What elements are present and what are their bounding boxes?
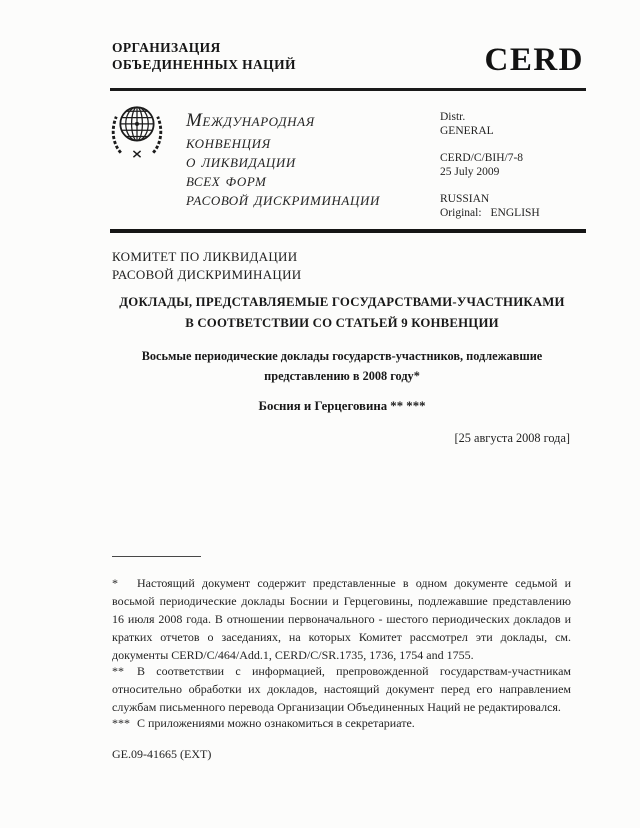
symbol-group bbox=[440, 152, 540, 179]
original-label: Original: bbox=[440, 206, 482, 219]
distribution-block bbox=[440, 111, 540, 234]
org-name-line2: ОБЪЕДИНЕННЫХ НАЦИЙ bbox=[112, 57, 296, 72]
footnote-1-text: Настоящий документ содержит представленные в одном документе седьмой и восьмой периодические доклады Боснии и Герцеговины, подлежавшие представлению 16 июля 2008 года. В отношении первоначального - шестого периодических докладов и кратких отчетов о заседаниях, на которых Комитет рассмотрел эти доклады, см. документы CERD/C/464/Add.1, CERD/C/SR.1735, 1736, 1754 and 1755. bbox=[112, 576, 571, 662]
document-subtitle-line2: представлению в 2008 году* bbox=[264, 369, 420, 383]
convention-title-line: расовой дискриминации bbox=[186, 189, 380, 210]
header-rule bbox=[110, 88, 586, 91]
document-subtitle-line1: Восьмые периодические доклады государств-участников, подлежавшие bbox=[141, 349, 543, 363]
footnote-3-text: С приложениями можно ознакомиться в секретариате. bbox=[137, 716, 415, 730]
submission-date: [25 августа 2008 года] bbox=[454, 431, 570, 445]
convention-title-line: о ликвидации bbox=[186, 151, 296, 172]
convention-title bbox=[186, 111, 380, 209]
document-symbol: CERD/C/BIH/7-8 bbox=[440, 152, 524, 164]
language-group bbox=[440, 193, 540, 220]
document-date: 25 July 2009 bbox=[440, 165, 500, 178]
footnote-3-marker: *** bbox=[112, 716, 130, 730]
footnote-2-text: В соответствии с информацией, препровожденной государствам-участникам относительно обработки их докладов, настоящий документ перед его направлением службам письменного перевода Организации Объединенных Наций не редактировался. bbox=[112, 664, 571, 714]
original-language-line bbox=[440, 207, 540, 221]
distr-label: Distr. bbox=[440, 111, 466, 123]
committee-name bbox=[112, 248, 301, 283]
masthead-rule bbox=[110, 229, 586, 233]
document-series-symbol: CERD bbox=[484, 42, 584, 78]
original-value: ENGLISH bbox=[490, 206, 540, 219]
footer-reference: GE.09-41665 (EXT) bbox=[112, 747, 212, 761]
footnote-2-marker: ** bbox=[112, 664, 124, 678]
country-heading: Босния и Герцеговина ** *** bbox=[258, 399, 426, 413]
document-title-line2: В СООТВЕТСТВИИ СО СТАТЬЕЙ 9 КОНВЕНЦИИ bbox=[185, 316, 499, 330]
document-subtitle bbox=[112, 346, 572, 386]
distr-value: GENERAL bbox=[440, 124, 494, 137]
convention-title-line: всех форм bbox=[186, 170, 267, 191]
footnote-separator bbox=[112, 556, 201, 557]
committee-name-line2: РАСОВОЙ ДИСКРИМИНАЦИИ bbox=[112, 266, 302, 282]
footnote-3 bbox=[112, 714, 571, 732]
org-name-line1: ОРГАНИЗАЦИЯ bbox=[112, 40, 221, 55]
document-title bbox=[112, 292, 572, 334]
un-emblem-icon bbox=[110, 101, 164, 163]
convention-title-line: Международная bbox=[186, 110, 315, 131]
document-language: RUSSIAN bbox=[440, 193, 490, 205]
convention-title-line: конвенция bbox=[186, 132, 271, 153]
committee-name-line1: КОМИТЕТ ПО ЛИКВИДАЦИИ bbox=[112, 249, 298, 264]
document-title-line1: ДОКЛАДЫ, ПРЕДСТАВЛЯЕМЫЕ ГОСУДАРСТВАМИ-УЧАСТНИКАМИ bbox=[119, 295, 565, 309]
footnote-1 bbox=[112, 574, 571, 664]
footnote-1-marker: * bbox=[112, 576, 118, 590]
un-org-name bbox=[112, 39, 296, 73]
footnote-2 bbox=[112, 662, 571, 716]
distr-group bbox=[440, 111, 540, 138]
